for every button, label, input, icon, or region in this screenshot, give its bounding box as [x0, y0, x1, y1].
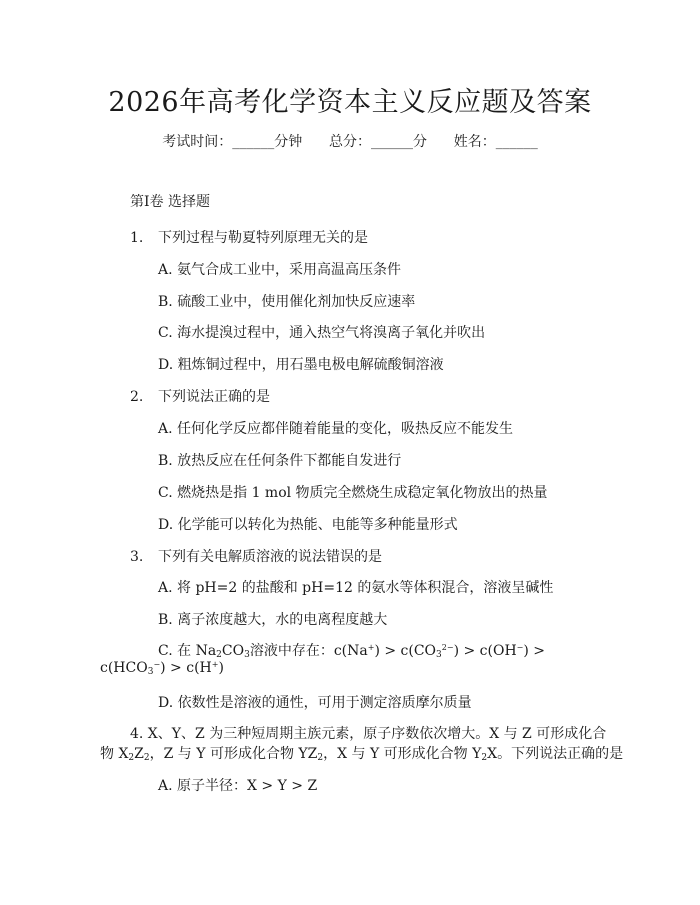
- q3-option-b: B. 离子浓度越大，水的电离程度越大: [158, 612, 388, 628]
- exam-meta: 考试时间：______分钟 总分：______分 姓名：______: [162, 134, 538, 150]
- page-title: 2026年高考化学资本主义反应题及答案: [108, 87, 592, 118]
- q1-option-a: A. 氨气合成工业中，采用高温高压条件: [158, 262, 402, 278]
- q3-option-d: D. 依数性是溶液的通性，可用于测定溶质摩尔质量: [158, 695, 472, 711]
- q1-option-d: D. 粗炼铜过程中，用石墨电极电解硫酸铜溶液: [158, 357, 444, 373]
- question-number: 3.: [130, 549, 144, 565]
- question-2: [130, 386, 270, 406]
- question-1: [130, 227, 368, 247]
- question-4-continued: 物 $X_2Z_2$，Z 与 Y 可形成化合物 $YZ_2$，X 与 Y 可形成化合物 $Y_2X$。下列说法正确的是: [100, 746, 624, 763]
- question-stem: 下列过程与勒夏特列原理无关的是: [158, 230, 368, 246]
- q4-option-a: A. 原子半径：X > Y > Z: [158, 778, 318, 794]
- q3-option-a: A. 将 pH=2 的盐酸和 pH=12 的氨水等体积混合，溶液呈碱性: [158, 580, 554, 596]
- q1-option-c: C. 海水提溴过程中，通入热空气将溴离子氧化并吹出: [158, 325, 486, 341]
- q2-option-d: D. 化学能可以转化为热能、电能等多种能量形式: [158, 517, 458, 533]
- q3-option-c: C. 在 $Na_2CO_3$溶液中存在：$c(Na^+) > c(CO_3^{2-}) > c(OH^-)$ >: [158, 643, 546, 660]
- section-heading: 第Ⅰ卷 选择题: [130, 194, 210, 210]
- q2-option-a: A. 任何化学反应都伴随着能量的变化，吸热反应不能发生: [158, 421, 514, 437]
- question-3: [130, 546, 382, 566]
- q2-option-b: B. 放热反应在任何条件下都能自发进行: [158, 453, 402, 469]
- q1-option-b: B. 硫酸工业中，使用催化剂加快反应速率: [158, 294, 416, 310]
- question-number: 1.: [130, 230, 144, 246]
- question-4: 4. X、Y、Z 为三种短周期主族元素，原子序数依次增大。X 与 Z 可形成化合: [130, 726, 607, 742]
- question-stem: 下列有关电解质溶液的说法错误的是: [158, 549, 382, 565]
- q2-option-c: C. 燃烧热是指 1 mol 物质完全燃烧生成稳定氧化物放出的热量: [158, 485, 548, 501]
- q3-option-c-continued: $c(HCO_3^-) > c(H^+)$: [100, 660, 224, 677]
- question-number: 2.: [130, 389, 144, 405]
- question-stem: 下列说法正确的是: [158, 389, 270, 405]
